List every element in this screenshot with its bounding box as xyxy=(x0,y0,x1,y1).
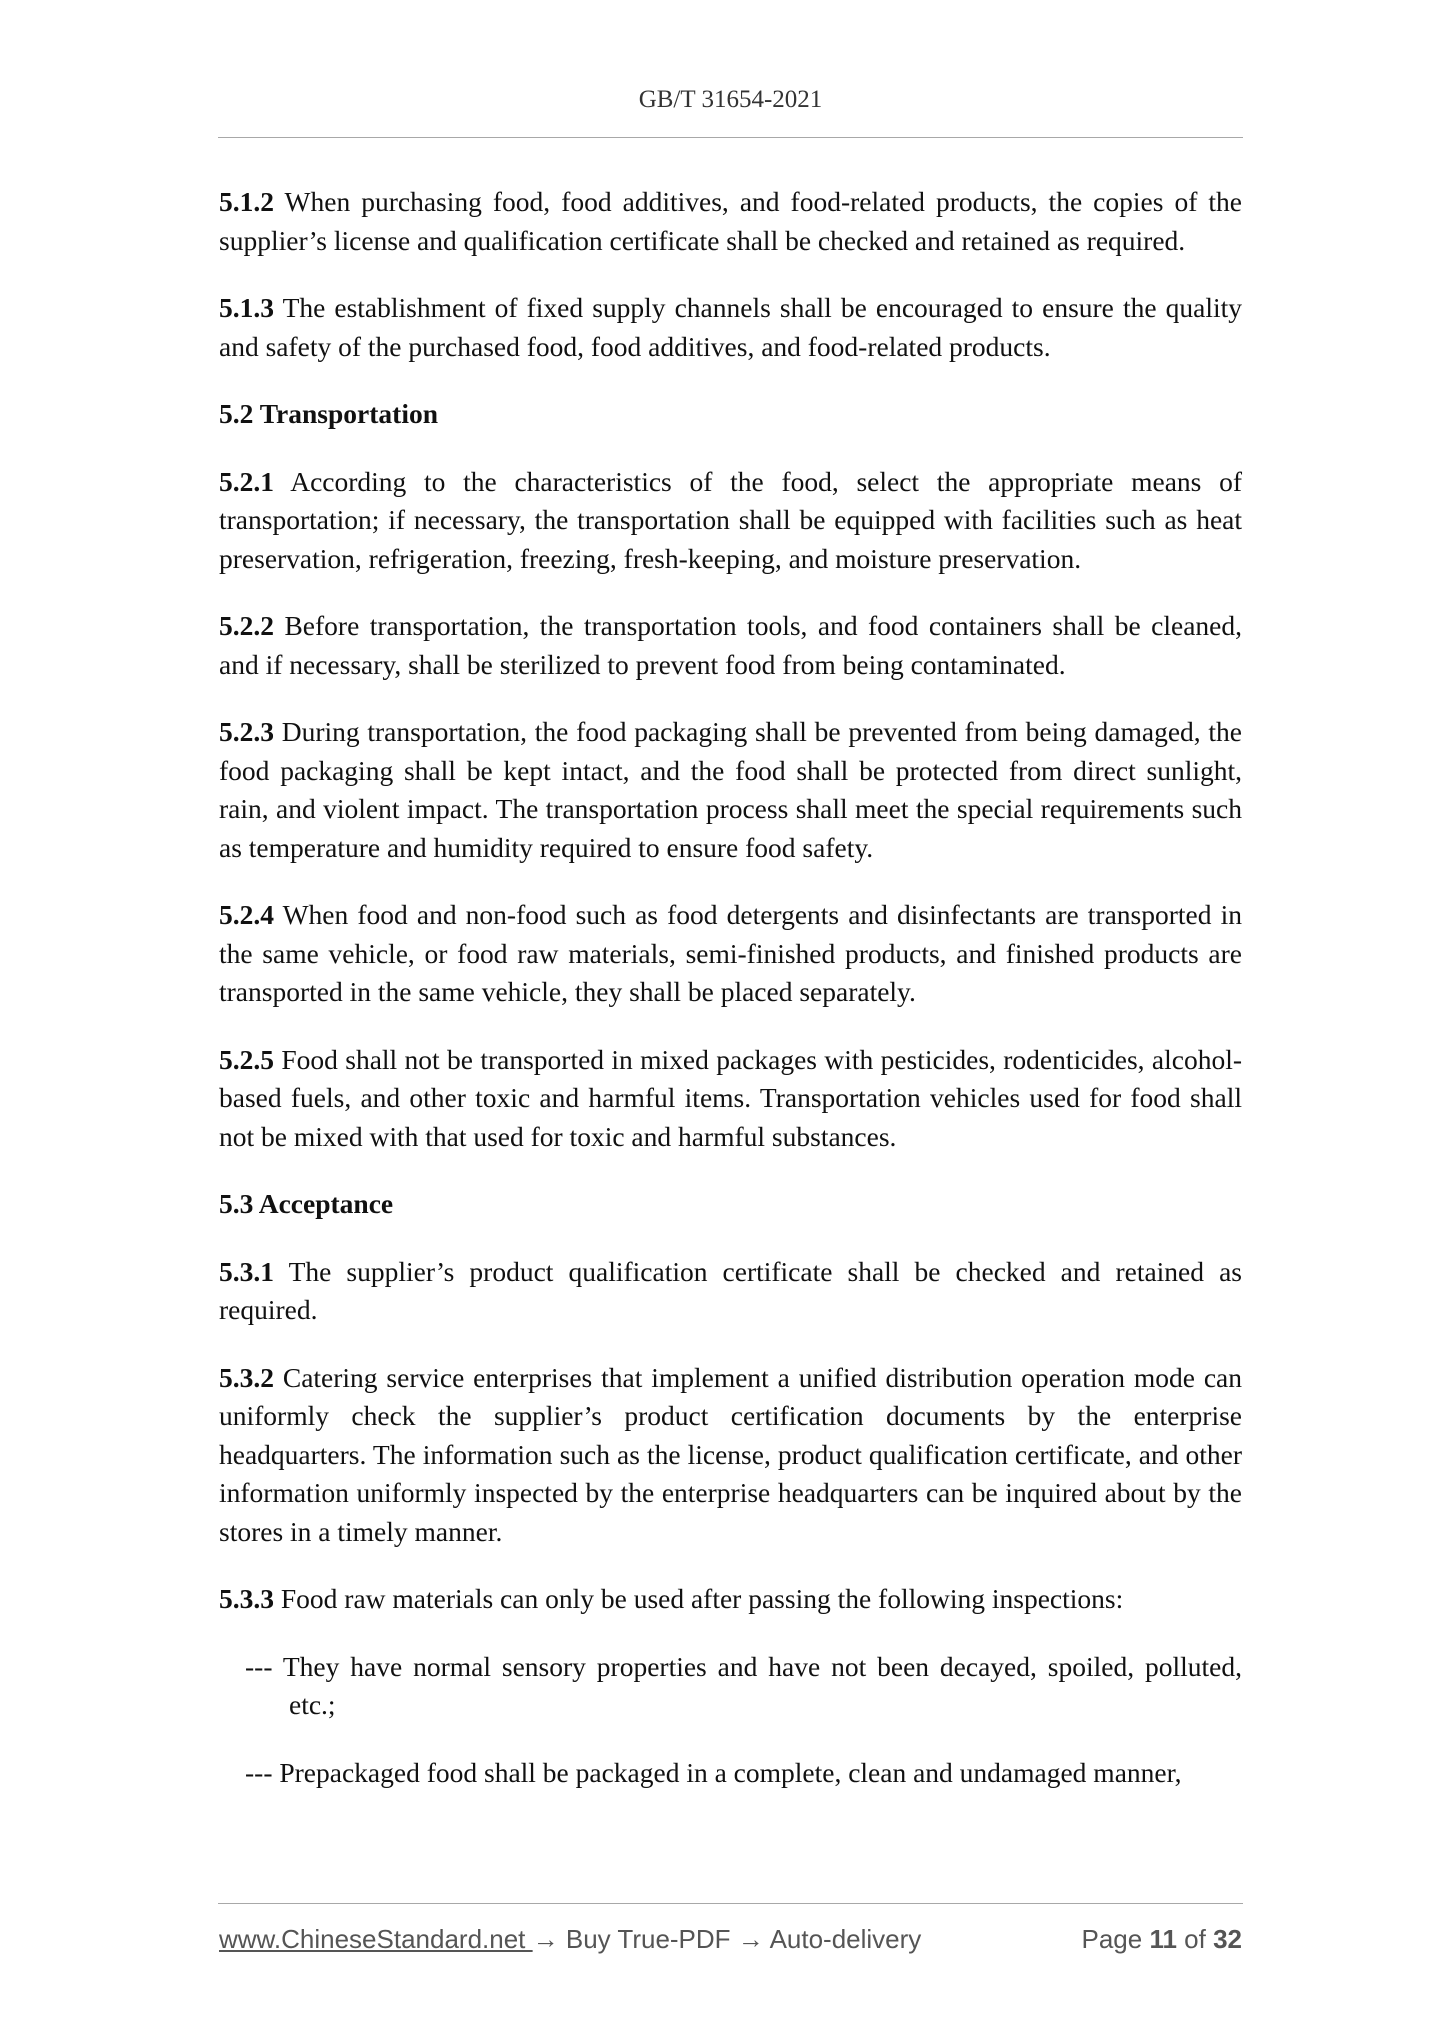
clause-text: When purchasing food, food additives, and food-related products, the copies of the supplier’s license and qualification certificate shall be checked and retained as required. xyxy=(219,186,1242,256)
clause-text: The supplier’s product qualification certificate shall be checked and retained as required. xyxy=(219,1255,1242,1325)
clause-text: When food and non-food such as food detergents and disinfectants are transported in the same vehicle, or food raw materials, semi-finished products, and finished products are transported in the same vehicle, they shall be placed separately. xyxy=(219,899,1242,1007)
document-body xyxy=(219,183,1242,1821)
clause-number: 5.3.3 xyxy=(219,1583,274,1614)
list-item: --- They have normal sensory properties and have not been decayed, spoiled, polluted, etc.; xyxy=(245,1650,1242,1720)
footer-promo-text: → Buy True-PDF → Auto-delivery xyxy=(532,1924,922,1954)
clause-number: 5.2.3 xyxy=(219,716,274,747)
clause-5-2-1 xyxy=(219,463,1242,579)
clause-number: 5.3.1 xyxy=(219,1255,274,1287)
clause-number: 5.2.1 xyxy=(219,465,274,497)
clause-number: 5.2.4 xyxy=(219,899,274,930)
website-link[interactable]: www.ChineseStandard.net xyxy=(219,1924,533,1954)
clause-text: The establishment of fixed supply channels shall be encouraged to ensure the quality and safety of the purchased food, food additives, and food-related products. xyxy=(219,292,1242,362)
clause-text: Food raw materials can only be used after passing the following inspections: xyxy=(274,1583,1124,1614)
section-heading-transportation: 5.2 Transportation xyxy=(219,398,439,429)
header-rule xyxy=(218,137,1243,138)
document-header: GB/T 31654-2021 xyxy=(638,86,823,113)
clause-5-2-5 xyxy=(219,1041,1242,1157)
current-page-number: 11 xyxy=(1149,1924,1177,1954)
clause-5-3-3 xyxy=(219,1580,1242,1619)
clause-5-2-4 xyxy=(219,896,1242,1012)
clause-text: Catering service enterprises that implement a unified distribution operation mode can uniformly check the supplier’s product certification documents by the enterprise headquarters. The information such as the license, product qualification certificate, and other information uniformly inspected by the enterprise headquarters can be inquired about by the stores in a timely manner. xyxy=(219,1361,1242,1547)
clause-text: Food shall not be transported in mixed packages with pesticides, rodenticides, alcohol-based fuels, and other toxic and harmful items. Transportation vehicles used for food shall not be mixed with that used for toxic and harmful substances. xyxy=(219,1043,1242,1152)
list-item: --- Prepackaged food shall be packaged in a complete, clean and undamaged manner, xyxy=(245,1756,1182,1788)
section-heading-acceptance: 5.3 Acceptance xyxy=(219,1188,394,1219)
clause-5-1-3 xyxy=(219,289,1242,366)
clause-number: 5.2.5 xyxy=(219,1043,274,1075)
clause-text: According to the characteristics of the food, select the appropriate means of transportation; if necessary, the transportation shall be equipped with facilities such as heat preservation, refrigeration, freezing, fresh-keeping, and moisture preservation. xyxy=(219,465,1242,574)
clause-5-1-2 xyxy=(219,183,1242,260)
clause-number: 5.1.2 xyxy=(219,186,274,217)
clause-text: Before transportation, the transportation tools, and food containers shall be cleaned, and if necessary, shall be sterilized to prevent food from being contaminated. xyxy=(219,610,1242,680)
of-label: of xyxy=(1176,1924,1214,1954)
total-pages-number: 32 xyxy=(1213,1924,1242,1954)
clause-5-2-2 xyxy=(219,607,1242,684)
page-indicator xyxy=(1081,1924,1242,1955)
page-label: Page xyxy=(1081,1924,1150,1954)
page-footer xyxy=(219,1924,1242,1958)
clause-text: During transportation, the food packaging shall be prevented from being damaged, the food packaging shall be kept intact, and the food shall be protected from direct sunlight, rain, and violent impact. The transportation process shall meet the special requirements such as temperature and humidity required to ensure food safety. xyxy=(219,716,1242,863)
clause-5-3-1 xyxy=(219,1253,1242,1330)
footer-left xyxy=(219,1924,921,1955)
clause-5-2-3 xyxy=(219,713,1242,867)
clause-5-3-2 xyxy=(219,1359,1242,1552)
footer-rule xyxy=(218,1903,1243,1904)
clause-number: 5.2.2 xyxy=(219,610,274,641)
clause-number: 5.1.3 xyxy=(219,292,274,323)
clause-number: 5.3.2 xyxy=(219,1361,274,1393)
